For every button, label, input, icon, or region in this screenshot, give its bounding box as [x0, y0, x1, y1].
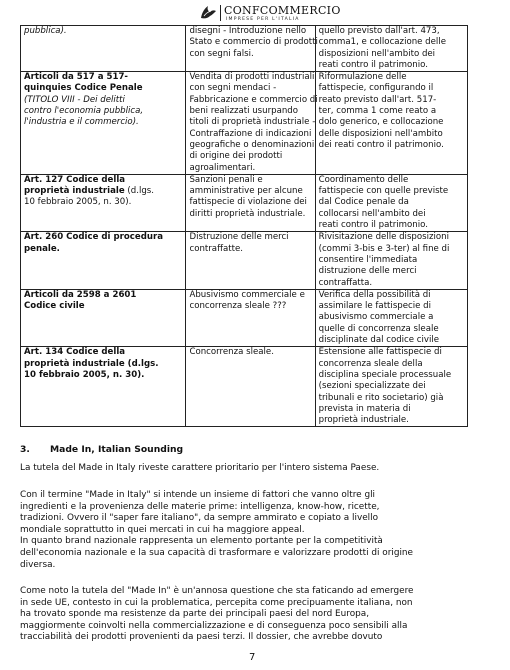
law-reference-line: [24, 359, 182, 370]
law-reference-line: [24, 72, 182, 83]
proposal-cell: [315, 72, 467, 175]
law-reference-line: [24, 370, 182, 381]
proposal-line: proprietà industriale.: [318, 415, 409, 426]
proposal-line: disciplinate dal codice civile: [318, 335, 440, 346]
offense-description-line: geografiche o denominazioni: [189, 139, 315, 150]
law-reference-text: pubblica).: [24, 26, 67, 36]
law-reference-text: 10 febbraio 2005, n. 30).: [24, 197, 132, 208]
offense-description-line: Vendita di prodotti industriali: [189, 72, 315, 83]
proposal-line: Coordinamento delle: [318, 174, 409, 185]
offense-description-cell: [186, 26, 318, 72]
offense-description-line: con segni mendaci -: [189, 83, 277, 94]
law-reference-line: [24, 95, 182, 106]
law-reference-text: Codice civile: [24, 301, 85, 312]
law-reference-cell: [21, 26, 186, 72]
logo-divider: [220, 5, 221, 21]
confcommercio-logo-icon: [199, 4, 217, 20]
proposal-line: assimilare le fattispecie di: [318, 301, 432, 312]
section-number: 3.: [20, 444, 30, 455]
proposal-line: fattispecie, configurando il: [318, 83, 434, 94]
offense-description-line: di origine dei prodotti: [189, 151, 283, 162]
page-number: 7: [249, 652, 256, 663]
table-row: [21, 289, 468, 346]
proposal-line: concorrenza sleale della: [318, 358, 423, 369]
paragraph-line: ha trovato sponde ma resistenze da parte dei principali paesi del nord Europa,: [20, 609, 370, 620]
proposal-line: collocarsi nell'ambito dei: [318, 208, 426, 219]
proposal-line: contraffatta.: [318, 277, 373, 288]
proposal-cell: [315, 289, 467, 346]
offense-description-cell: [186, 289, 315, 346]
law-reference-text: Articoli da 2598 a 2601: [24, 289, 137, 300]
proposal-line: dolo generico, e collocazione: [318, 117, 444, 128]
proposal-cell: [315, 347, 467, 427]
proposal-line: consentire l'immediata: [318, 254, 418, 265]
table-row: [21, 174, 468, 231]
law-reference-line: [24, 197, 182, 208]
proposal-line: abusivismo commerciale a: [318, 312, 434, 323]
proposal-line: Riformulazione delle: [318, 72, 407, 83]
page-header: [0, 3, 510, 25]
proposal-line: Rivisitazione delle disposizioni: [318, 232, 449, 243]
proposal-line: disposizioni nell'ambito dei: [318, 48, 436, 59]
law-reference-text: proprietà industriale (d.lgs.: [24, 358, 159, 369]
brand-tagline: IMPRESE PER L'ITALIA: [226, 17, 300, 22]
law-reference-text: Art. 134 Codice della: [24, 347, 126, 358]
offense-description-line: Contraffazione di indicazioni: [189, 128, 312, 139]
paragraph-line: dell'economia nazionale e la sua capacità di trasformare e valorizzare prodotti di origine: [20, 547, 414, 558]
paragraph-line: tradizioni. Ovvero il "saper fare italiano", da sempre ammirato e copiato a livello: [20, 513, 379, 524]
proposal-line: prevista in materia di: [318, 403, 411, 414]
law-reference-text: (TITOLO VIII - Dei delitti: [24, 94, 125, 105]
offense-description-line: Concorrenza sleale.: [189, 347, 274, 358]
paragraph-line: Come noto la tutela del "Made In" è un'annosa questione che sta faticando ad emergere: [20, 586, 414, 596]
law-reference-line: [24, 232, 182, 243]
law-reference-text: Art. 260 Codice di procedura: [24, 232, 164, 243]
offense-description-line: Sanzioni penali e: [189, 174, 263, 185]
proposal-line: reati contro il patrimonio.: [318, 59, 428, 70]
law-reference-text: Art. 127 Codice della: [24, 174, 126, 185]
law-reference-text: penale.: [24, 243, 60, 254]
law-reference-cell: [21, 347, 186, 427]
law-reference-line: [24, 347, 182, 358]
section-heading: [20, 444, 183, 455]
proposal-line: tribunali e rito societario) già: [318, 392, 444, 403]
law-reference-cell: [21, 232, 186, 289]
paragraph-line: In quanto brand nazionale rappresenta un elemento portante per la competitività: [20, 536, 383, 547]
paragraph-line: ingredienti e la provenienza delle materie prime: intelligenza, know-how, ricette,: [20, 501, 380, 512]
proposal-line: Estensione alle fattispecie di: [318, 347, 442, 358]
proposal-line: disciplina speciale processuale: [318, 369, 452, 380]
proposal-line: (sezioni specializzate dei: [318, 381, 426, 392]
offense-description-cell: [186, 174, 315, 231]
proposal-line: fattispecie con quelle previste: [318, 186, 449, 197]
proposal-line: (commi 3-bis e 3-ter) al fine di: [318, 243, 450, 254]
table-row: [21, 72, 468, 175]
offense-description-line: amministrative per alcune: [189, 186, 303, 197]
proposal-line: quelle di concorrenza sleale: [318, 323, 439, 334]
law-reference-text: l'industria e il commercio).: [24, 117, 139, 128]
legislation-table: [20, 25, 468, 427]
law-reference-line: [24, 83, 182, 94]
proposal-line: Verifica della possibilità di: [318, 289, 431, 300]
proposal-line: ter, comma 1 come reato a: [318, 106, 437, 117]
offense-description-line: concorrenza sleale ???: [189, 301, 287, 312]
proposal-line: dal Codice penale da: [318, 197, 409, 208]
law-reference-cell: [21, 174, 186, 231]
table-row: [21, 26, 468, 72]
law-reference-text: 10 febbraio 2005, n. 30).: [24, 369, 145, 380]
proposal-cell: [315, 174, 467, 231]
offense-description-line: agroalimentari.: [189, 162, 256, 173]
paragraph-1: [20, 463, 475, 475]
proposal-line: distruzione delle merci: [318, 266, 417, 277]
law-reference-line: [24, 117, 182, 128]
paragraph-2: [20, 490, 475, 571]
offense-description-line: disegni - Introduzione nello: [189, 26, 307, 36]
offense-description-line: titoli di proprietà industriale -: [189, 117, 316, 128]
offense-description-line: Stato e commercio di prodotti: [189, 37, 318, 48]
law-reference-cell: [21, 72, 186, 175]
law-reference-cell: [21, 289, 186, 346]
proposal-line: comma1, e collocazione delle: [318, 37, 446, 48]
offense-description-line: Fabbricazione e commercio di: [189, 94, 318, 105]
law-reference-text: contro l'economia pubblica,: [24, 106, 144, 117]
law-reference-line: [24, 26, 182, 37]
proposal-line: dei reati contro il patrimonio.: [318, 139, 444, 150]
table-row: [21, 232, 468, 289]
law-reference-line: [24, 290, 182, 301]
offense-description-line: contraffatte.: [189, 243, 244, 254]
proposal-line: quello previsto dall'art. 473,: [318, 26, 440, 36]
proposal-cell: [315, 232, 467, 289]
offense-description-line: beni realizzati usurpando: [189, 106, 299, 117]
law-reference-line: [24, 244, 182, 255]
offense-description-line: diritti proprietà industriale.: [189, 208, 306, 219]
offense-description-cell: [186, 72, 318, 175]
offense-description-line: Abusivismo commerciale e: [189, 289, 305, 300]
law-reference-text: quinquies Codice Penale: [24, 83, 143, 94]
paragraph-line: mondiale soprattutto in quei mercati in cui ha maggiore appeal.: [20, 524, 305, 535]
offense-description-line: Distruzione delle merci: [189, 232, 289, 243]
offense-description-cell: [186, 232, 315, 289]
paragraph-line: tracciabilità dei prodotti provenienti da paesi terzi. Il dossier, che avrebbe dovuto: [20, 632, 383, 643]
paragraph-line: Con il termine "Made in Italy" si intende un insieme di fattori che vanno oltre gli: [20, 490, 376, 500]
law-reference-line: [24, 175, 182, 186]
paragraph-line: maggiormente coinvolti nella commercializzazione e di conseguenza poco sensibili alla: [20, 620, 408, 631]
section-title: Made In, Italian Sounding: [50, 444, 184, 455]
law-reference-text: Articoli da 517 a 517-: [24, 72, 128, 83]
proposal-line: delle disposizioni nell'ambito: [318, 128, 443, 139]
offense-description-line: con segni falsi.: [189, 48, 254, 59]
offense-description-cell: [186, 347, 315, 427]
law-reference-tail: (d.lgs.: [124, 186, 154, 197]
proposal-cell: [315, 26, 467, 72]
law-reference-line: [24, 186, 182, 197]
offense-description-line: fattispecie di violazione dei: [189, 197, 307, 208]
law-reference-line: [24, 106, 182, 117]
brand-name: CONFCOMMERCIO: [224, 4, 341, 17]
paragraph-3: [20, 586, 475, 644]
proposal-line: reati contro il patrimonio.: [318, 220, 428, 231]
law-reference-line: [24, 301, 182, 312]
paragraph-line: diversa.: [20, 559, 56, 570]
paragraph-line: in sede UE, contesto in cui la problematica, percepita come precipuamente italiana, non: [20, 597, 413, 608]
proposal-line: reato previsto dall'art. 517-: [318, 94, 437, 105]
table-row: [21, 347, 468, 427]
law-reference-text: proprietà industriale: [24, 186, 125, 197]
paragraph-line: La tutela del Made in Italy riveste carattere prioritario per l'intero sistema Paese.: [20, 463, 380, 473]
